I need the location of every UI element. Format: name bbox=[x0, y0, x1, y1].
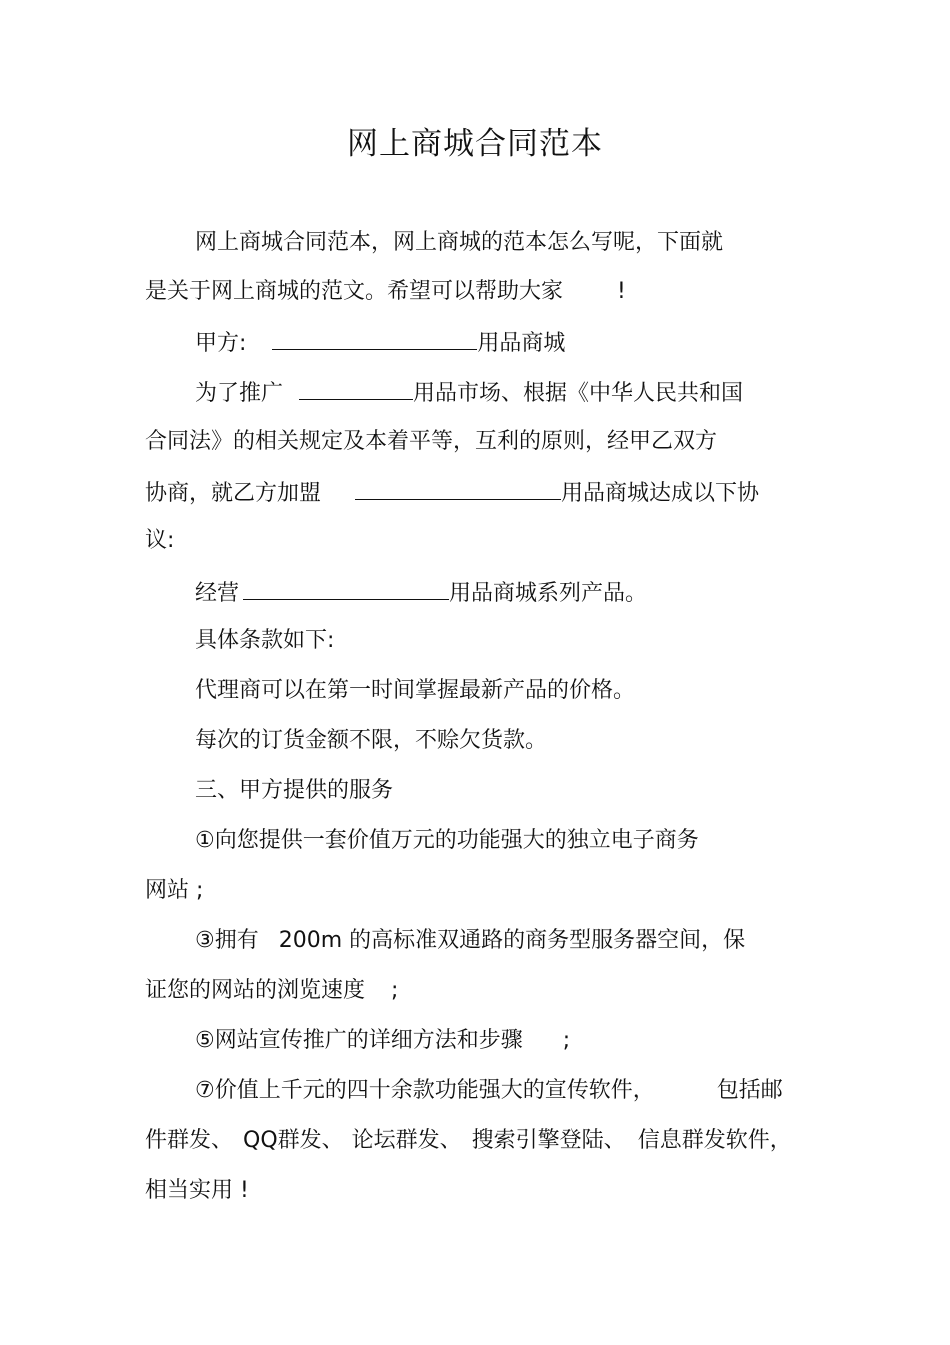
service-7-item-search: 搜索引擎登陆、 bbox=[471, 1128, 626, 1153]
service-3-text: 200m 的高标准双通路的商务型服务器空间，保 bbox=[278, 928, 746, 953]
business-blank bbox=[243, 577, 449, 600]
clause-line-1-suffix: 用品市场、根据《中华人民共和国 bbox=[413, 381, 744, 406]
term-1: 代理商可以在第一时间掌握最新产品的价格。 bbox=[195, 678, 636, 703]
services-heading: 三、甲方提供的服务 bbox=[195, 778, 394, 803]
clause-line-1-prefix: 为了推广 bbox=[195, 381, 284, 406]
service-7-item-forum: 论坛群发、 bbox=[351, 1128, 462, 1153]
party-a-blank bbox=[272, 327, 477, 350]
term-2: 每次的订货金额不限，不赊欠货款。 bbox=[195, 728, 548, 753]
clause-line-2: 合同法》的相关规定及本着平等，互利的原则，经甲乙双方 bbox=[145, 429, 718, 454]
service-7-includes: 包括邮 bbox=[716, 1078, 783, 1103]
party-a-suffix: 用品商城 bbox=[477, 331, 566, 356]
terms-heading: 具体条款如下: bbox=[195, 628, 335, 653]
intro-line-2-text: 是关于网上商城的范文。希望可以帮助大家 bbox=[145, 279, 564, 304]
clause-line-3-suffix: 用品商城达成以下协 bbox=[561, 481, 760, 506]
service-3-line-2 bbox=[145, 976, 398, 1006]
party-a-line bbox=[195, 327, 565, 359]
service-7-item-email: 件群发、 bbox=[145, 1128, 234, 1153]
service-5-semicolon: ; bbox=[562, 1028, 571, 1053]
service-1-line-2: 网站 ; bbox=[145, 878, 204, 903]
service-3-line-1 bbox=[195, 926, 745, 956]
service-3-semicolon: ; bbox=[391, 978, 399, 1003]
service-7-line-1 bbox=[195, 1076, 783, 1106]
clause-line-4: 议: bbox=[145, 528, 175, 553]
service-7-line-3: 相当实用 ! bbox=[145, 1178, 249, 1203]
service-7-line-2 bbox=[145, 1126, 792, 1156]
business-suffix: 用品商城系列产品。 bbox=[449, 581, 648, 606]
service-3-prefix: ③拥有 bbox=[195, 928, 259, 953]
join-blank bbox=[355, 477, 561, 500]
business-line bbox=[195, 577, 647, 609]
intro-line-1: 网上商城合同范本，网上商城的范本怎么写呢，下面就 bbox=[195, 230, 724, 255]
clause-line-3 bbox=[145, 477, 759, 509]
party-a-label: 甲方: bbox=[195, 331, 247, 356]
clause-line-3-prefix: 协商，就乙方加盟 bbox=[145, 481, 322, 506]
promote-blank bbox=[299, 377, 413, 400]
service-7-item-info: 信息群发软件， bbox=[637, 1128, 792, 1153]
service-7-item-qq: QQ群发、 bbox=[243, 1128, 344, 1153]
business-prefix: 经营 bbox=[195, 581, 240, 606]
clause-line-1 bbox=[195, 377, 743, 409]
document-title: 网上商城合同范本 bbox=[347, 126, 603, 162]
service-3-line-2-text: 证您的网站的浏览速度 bbox=[145, 978, 366, 1003]
service-7-text: ⑦价值上千元的四十余款功能强大的宣传软件， bbox=[195, 1078, 655, 1103]
service-5-text: ⑤网站宣传推广的详细方法和步骤 bbox=[195, 1028, 523, 1053]
intro-line-2 bbox=[145, 277, 626, 307]
intro-exclamation: ! bbox=[617, 279, 626, 304]
service-5-line bbox=[195, 1026, 570, 1056]
service-1-line-1: ①向您提供一套价值万元的功能强大的独立电子商务 bbox=[195, 828, 699, 853]
